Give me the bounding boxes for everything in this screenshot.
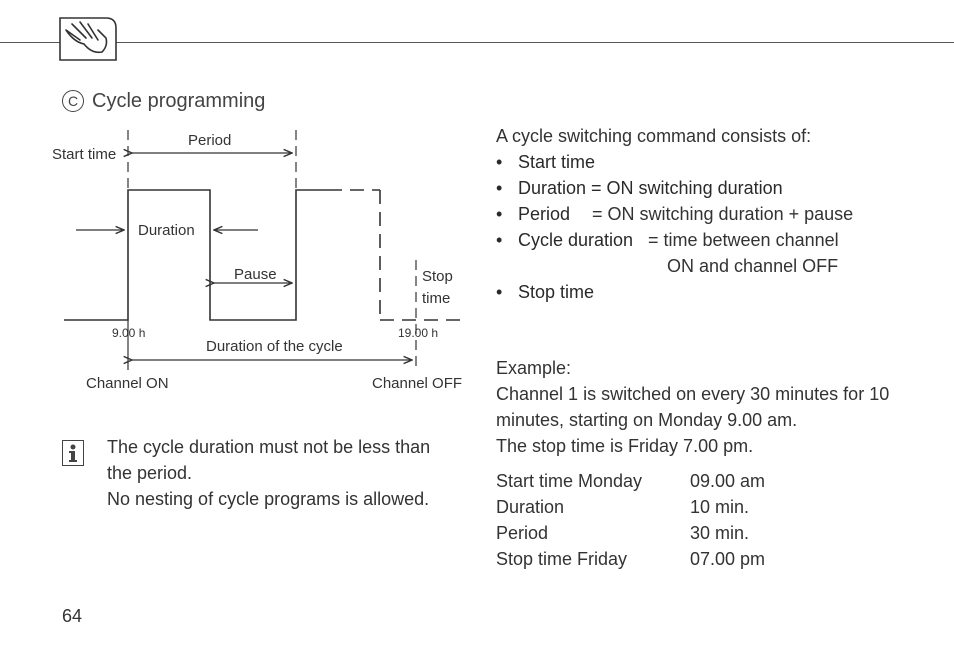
list-item: • Cycle duration — [496, 230, 634, 250]
page-number: 64 — [62, 606, 83, 626]
header-rule — [0, 42, 954, 43]
period-label: Period — [188, 132, 232, 149]
example-row-label: Period — [496, 523, 549, 543]
info-icon — [62, 440, 84, 466]
stop-label: Stop — [422, 268, 453, 285]
note-line: the period. — [107, 463, 193, 483]
pause-label: Pause — [234, 266, 277, 283]
cycle-diagram — [40, 120, 480, 400]
hand-pointing-icon — [58, 16, 118, 62]
section-title-text: Cycle programming — [92, 90, 266, 112]
start-time-label: Start time — [52, 146, 117, 163]
tick-start: 9.00 h — [112, 326, 146, 340]
list-item: • Period — [496, 204, 571, 224]
example-row-value: 07.00 pm — [690, 549, 766, 569]
section-marker: C — [62, 90, 84, 112]
channel-off-label: Channel OFF — [372, 375, 463, 392]
list-item-definition: = time between channel — [648, 230, 839, 250]
note-line: No nesting of cycle programs is allowed. — [107, 489, 430, 509]
example-row-value: 10 min. — [690, 497, 750, 517]
duration-label: Duration — [138, 222, 195, 239]
list-item: • Stop time — [496, 282, 595, 302]
list-item-definition: ON and channel OFF — [667, 256, 839, 276]
section-title — [62, 90, 265, 113]
list-item: • Start time — [496, 152, 596, 172]
list-item: • Duration = ON switching duration — [496, 178, 783, 198]
example-text: Channel 1 is switched on every 30 minutes for 10 — [496, 384, 890, 404]
note-text — [107, 434, 457, 512]
cycle-duration-label: Duration of the cycle — [206, 338, 343, 355]
example-row-value: 09.00 am — [690, 471, 766, 491]
example-text: minutes, starting on Monday 9.00 am. — [496, 410, 798, 430]
example-row-value: 30 min. — [690, 523, 750, 543]
channel-on-label: Channel ON — [86, 375, 169, 392]
example-row-label: Stop time Friday — [496, 549, 628, 569]
cycle-waveform — [64, 190, 328, 320]
example-text: The stop time is Friday 7.00 pm. — [496, 436, 754, 456]
example-heading: Example: — [496, 358, 572, 378]
description-intro: A cycle switching command consists of: — [496, 126, 812, 146]
list-item-definition: = ON switching duration + pause — [592, 204, 854, 224]
example-row-label: Start time Monday — [496, 471, 643, 491]
example-row-label: Duration — [496, 497, 565, 517]
note-line: The cycle duration must not be less than — [107, 437, 431, 457]
stop-time-label: time — [422, 290, 451, 307]
tick-end: 19.00 h — [398, 326, 439, 340]
